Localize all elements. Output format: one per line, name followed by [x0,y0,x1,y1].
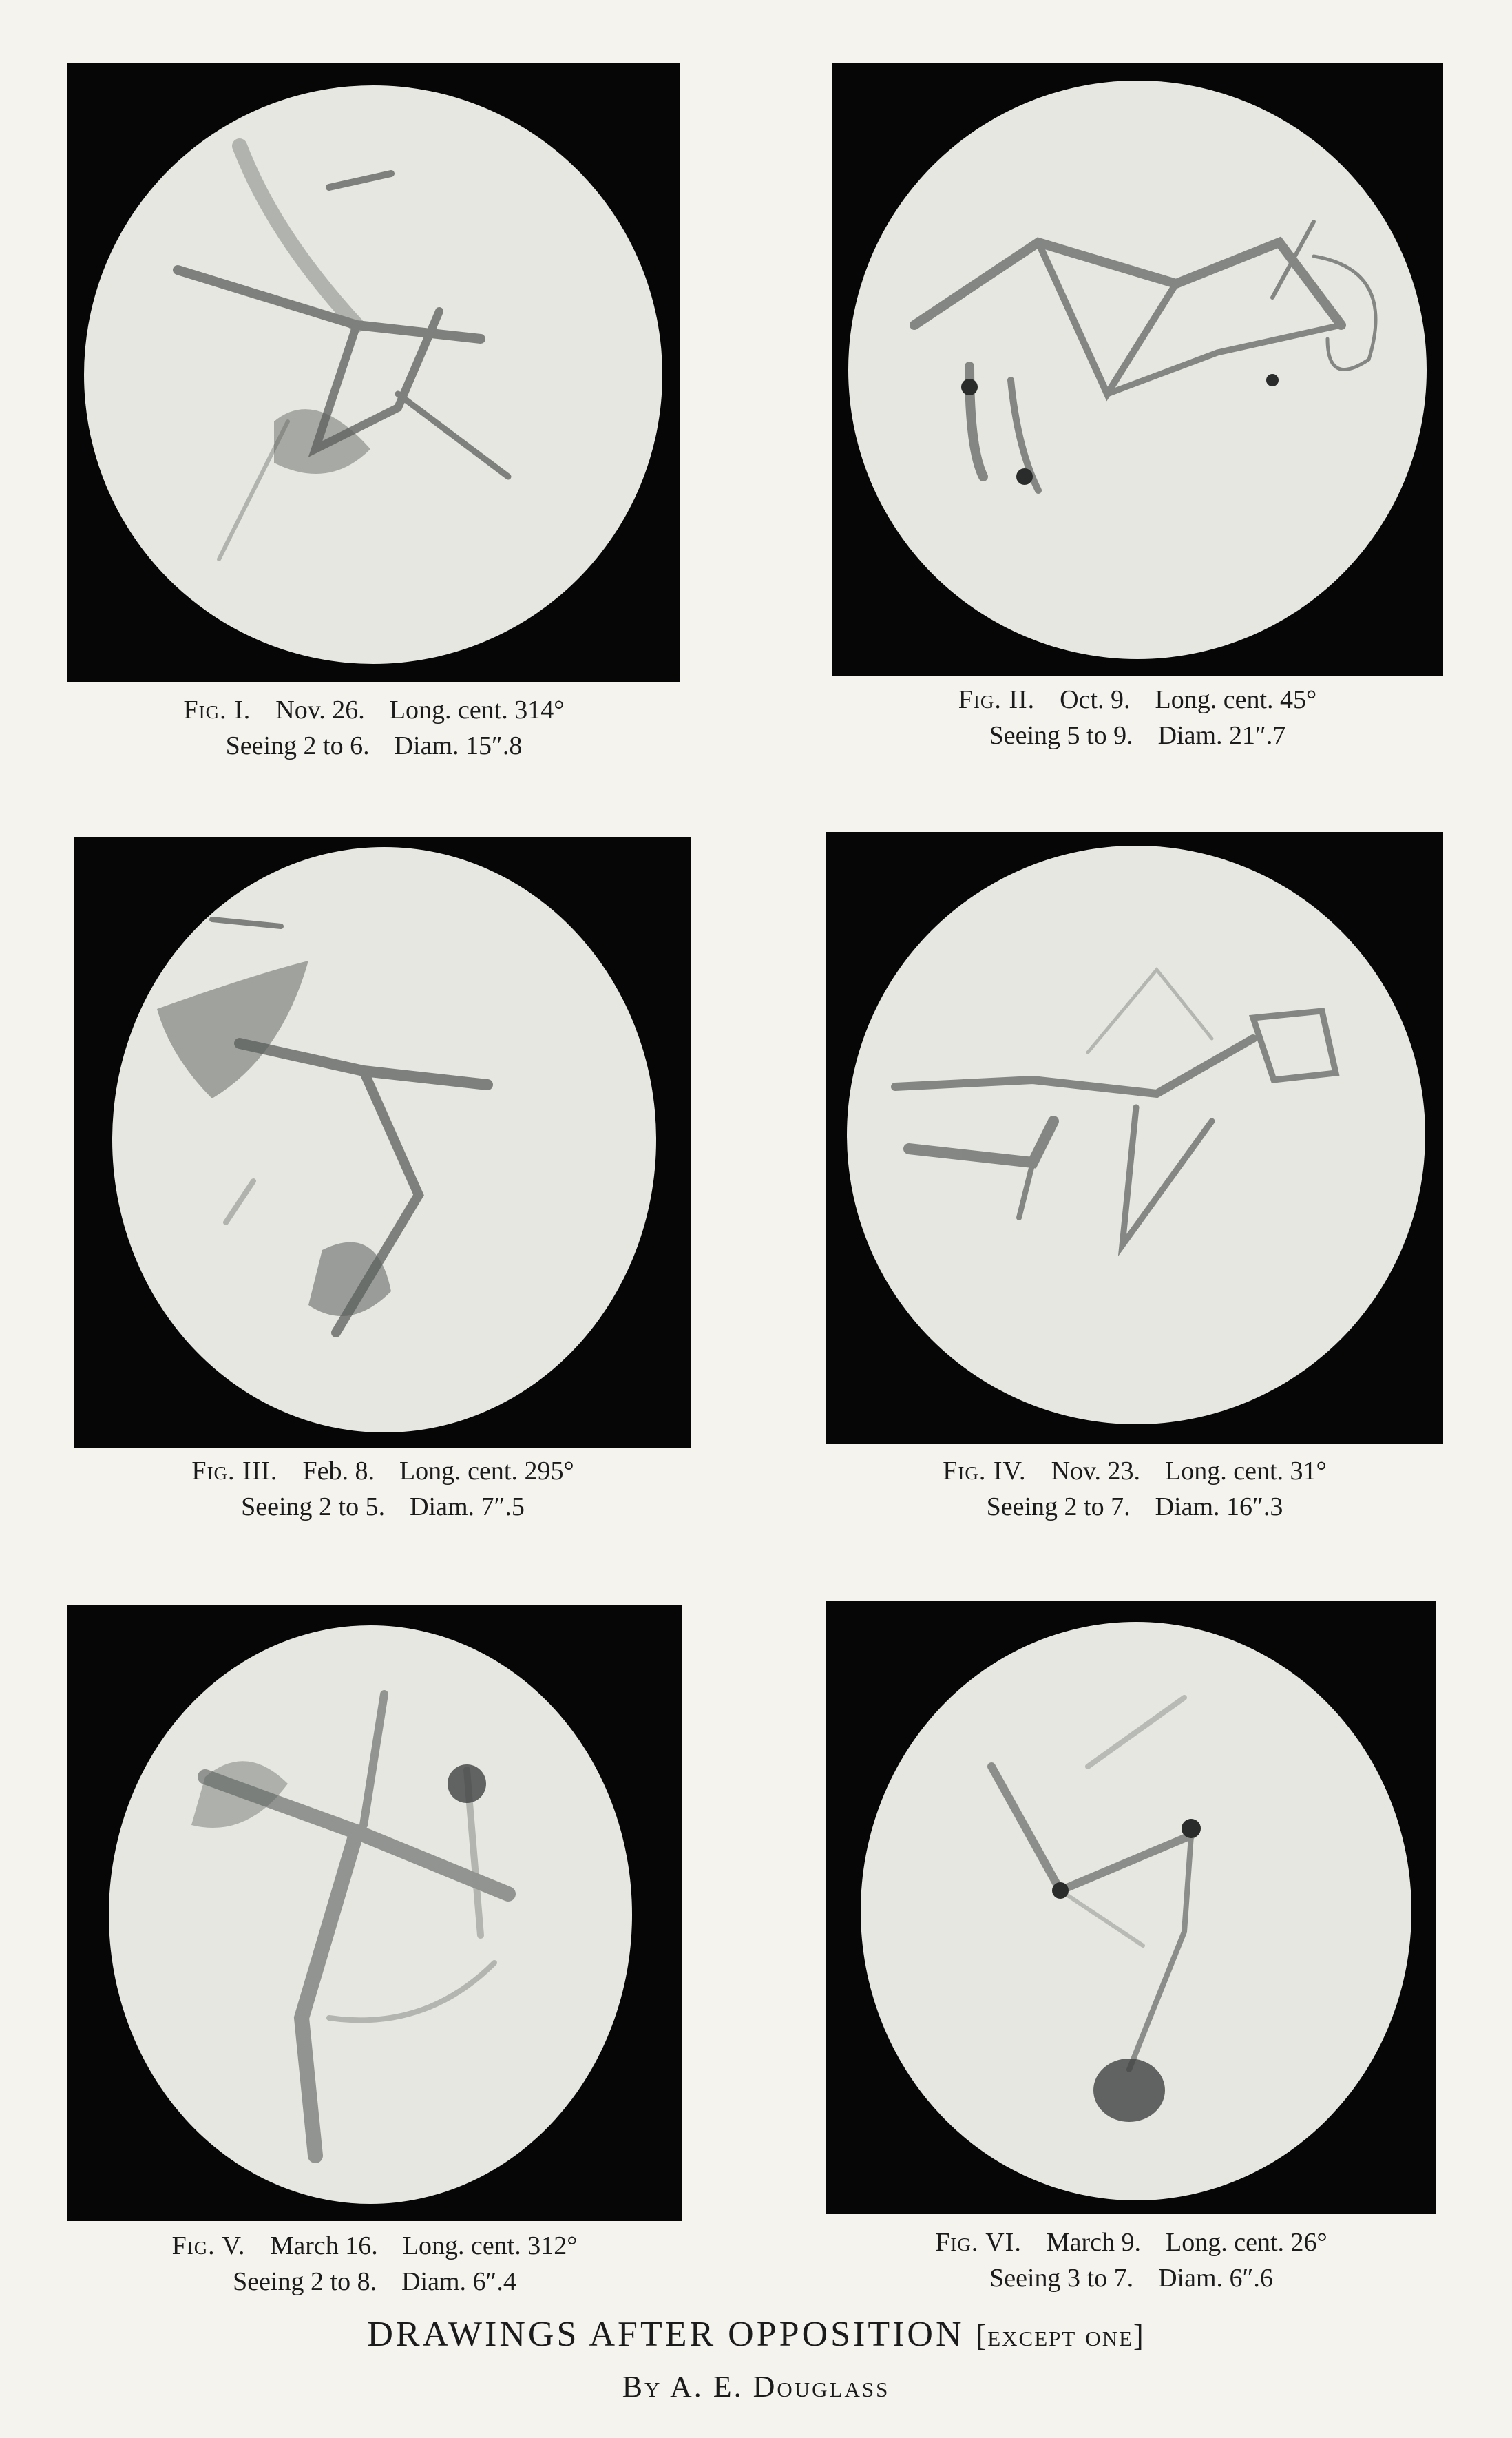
figure-label: Fig. IV. [943,1457,1027,1486]
figure-label: Fig. VI. [935,2228,1022,2257]
figure-2-caption [832,682,1443,753]
figure-3-caption [74,1453,691,1525]
mars-disk-drawing-5 [67,1605,682,2221]
figure-label: Fig. II. [958,685,1036,714]
figure-diameter: Diam. 6″.6 [1158,2264,1273,2293]
figure-seeing: Seeing 2 to 8. [233,2267,377,2296]
figure-seeing: Seeing 2 to 6. [225,731,370,760]
figure-4-panel [826,832,1443,1444]
figure-diameter: Diam. 7″.5 [410,1492,525,1521]
figure-longitude: Long. cent. 31° [1165,1457,1327,1486]
figure-date: Nov. 26. [275,696,365,725]
figure-5-panel [67,1605,682,2221]
figure-label: Fig. I. [183,696,251,725]
figure-1-panel [67,63,680,682]
figure-4-caption [826,1453,1443,1525]
figure-longitude: Long. cent. 314° [389,696,565,725]
figure-date: Nov. 23. [1051,1457,1141,1486]
figure-6-panel [826,1601,1436,2214]
figure-date: Oct. 9. [1060,685,1131,714]
figure-seeing: Seeing 2 to 7. [986,1492,1131,1521]
plate-title-note: [except one] [976,2319,1145,2353]
mars-disk-drawing-3 [74,837,691,1448]
plate-title-text: DRAWINGS AFTER OPPOSITION [367,2315,965,2354]
figure-longitude: Long. cent. 45° [1155,685,1317,714]
figure-1-caption [67,692,680,764]
mars-disk-drawing-2 [832,63,1443,676]
figure-2-panel [832,63,1443,676]
figure-label: Fig. V. [171,2231,246,2260]
figure-date: March 9. [1046,2228,1142,2257]
figure-seeing: Seeing 3 to 7. [989,2264,1134,2293]
figure-diameter: Diam. 6″.4 [401,2267,516,2296]
mars-disk-drawing-4 [826,832,1443,1444]
mars-disk-drawing-6 [826,1601,1436,2214]
figure-diameter: Diam. 21″.7 [1157,721,1286,750]
figure-seeing: Seeing 5 to 9. [989,721,1133,750]
figure-date: Feb. 8. [302,1457,375,1486]
figure-seeing: Seeing 2 to 5. [241,1492,386,1521]
figure-date: March 16. [270,2231,378,2260]
figure-label: Fig. III. [191,1457,278,1486]
figure-diameter: Diam. 15″.8 [394,731,523,760]
figure-longitude: Long. cent. 26° [1166,2228,1327,2257]
plate-title [0,2314,1512,2355]
mars-disk-drawing-1 [67,63,680,682]
figure-5-caption [67,2228,682,2300]
figure-longitude: Long. cent. 295° [399,1457,574,1486]
figure-longitude: Long. cent. 312° [402,2231,578,2260]
figure-diameter: Diam. 16″.3 [1155,1492,1283,1521]
figure-6-caption [826,2225,1436,2296]
figure-3-panel [74,837,691,1448]
plate-byline: By A. E. Douglass [622,2370,890,2404]
